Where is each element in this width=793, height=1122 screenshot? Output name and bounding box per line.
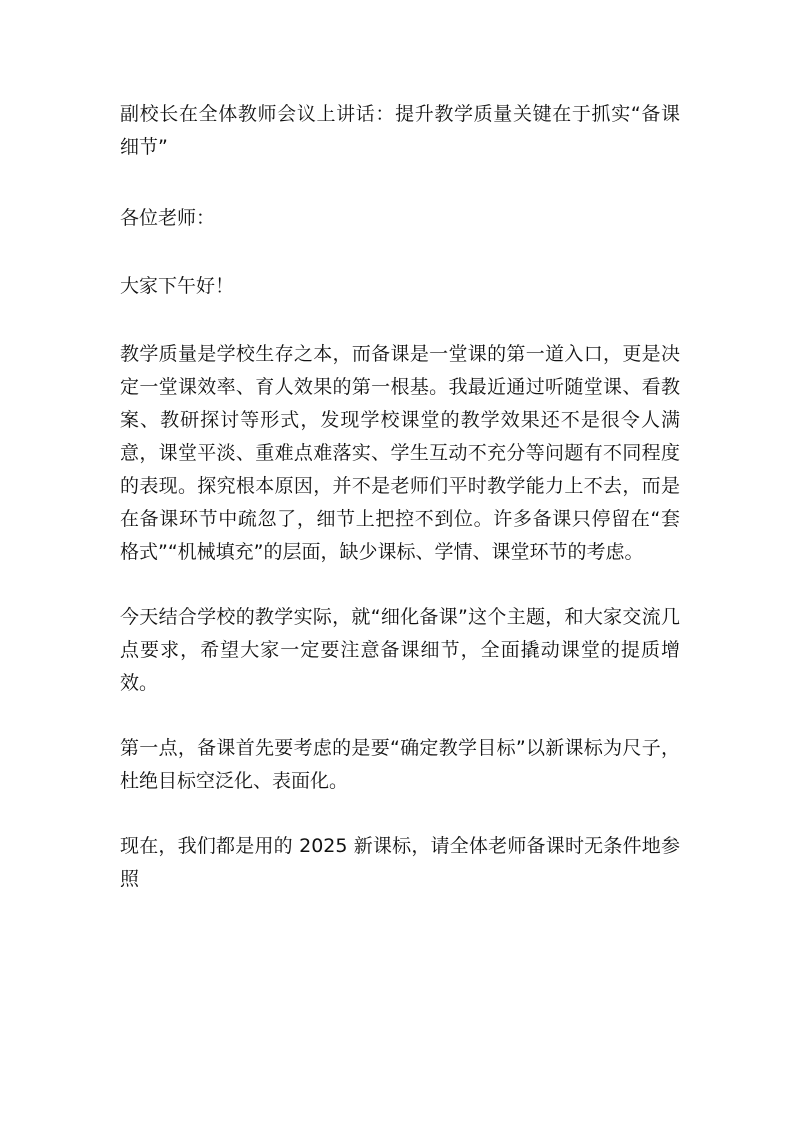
paragraph-point-one: 第一点，备课首先要考虑的是要“确定教学目标”以新课标为尺子，杜绝目标空泛化、表面化。 <box>120 737 680 792</box>
paragraph-quality-intro: 教学质量是学校生存之本，而备课是一堂课的第一道入口，更是决定一堂课效率、育人效果的第一根基。我最近通过听随堂课、看教案、教研探讨等形式，发现学校课堂的教学效果还不是很令人满意，课堂平淡、重难点难落实、学生互动不充分等问题有不同程度的表现。探究根本原因，并不是老师们平时教学能力上不去，而是在备课环节中疏忽了，细节上把控不到位。许多备课只停留在“套格式”“机械填充”的层面，缺少课标、学情、课堂环节的考虑。 <box>120 343 680 563</box>
paragraph-curriculum: 现在，我们都是用的 2025 新课标，请全体老师备课时无条件地参照 <box>120 835 680 890</box>
document-body <box>120 98 680 928</box>
document-title: 副校长在全体教师会议上讲话：提升教学质量关键在于抓实“备课细节” <box>120 103 680 158</box>
paragraph-topic: 今天结合学校的教学实际，就“细化备课”这个主题，和大家交流几点要求，希望大家一定要注意备课细节，全面撬动课堂的提质增效。 <box>120 606 680 694</box>
greeting: 大家下午好！ <box>120 275 235 297</box>
salutation: 各位老师： <box>120 207 216 229</box>
